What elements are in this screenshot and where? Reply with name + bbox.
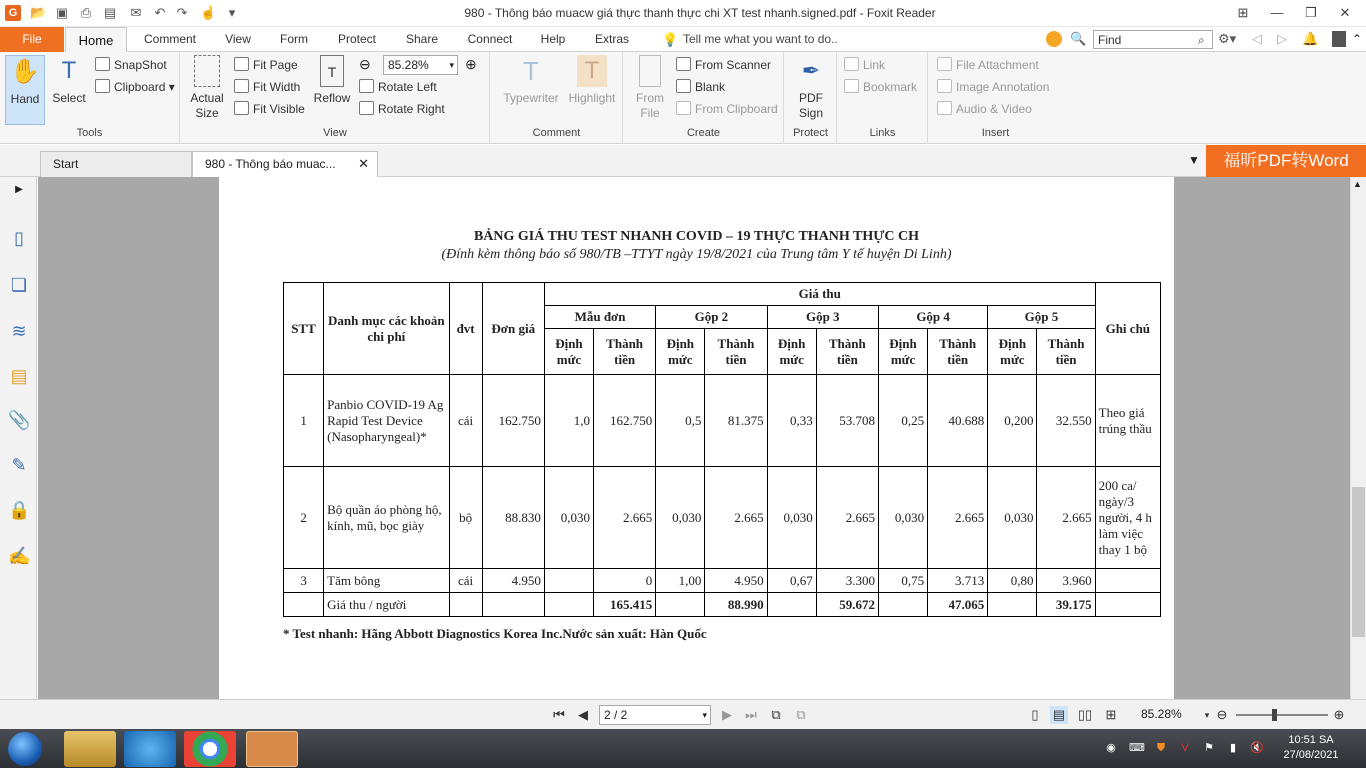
- table-row: [284, 375, 1161, 467]
- group-links: [838, 52, 928, 144]
- document-title: BẢNG GIÁ THU TEST NHANH COVID – 19 THỰC THANH THỰC CH: [473, 229, 920, 244]
- notification-bell-icon[interactable]: 🔔: [1302, 31, 1319, 46]
- page-thumbnails-icon[interactable]: ▯: [14, 228, 24, 248]
- typewriter-icon: T: [523, 56, 539, 86]
- find-input[interactable]: [1093, 30, 1213, 49]
- cell-value: 0,200: [988, 375, 1037, 467]
- cell-value: 0,030: [878, 467, 927, 569]
- certificate-icon[interactable]: ✍: [8, 546, 31, 566]
- cell-name: Panbio COVID-19 Ag Rapid Test Device (Nasopharyngeal)*: [324, 375, 449, 467]
- actual-size-icon: [194, 55, 220, 87]
- fit-page-icon: [234, 57, 249, 71]
- image-annotation-button[interactable]: [937, 77, 1049, 97]
- cell-value: 2.665: [816, 467, 878, 569]
- clipboard-icon: [95, 79, 110, 93]
- cell-total: 59.672: [816, 593, 878, 617]
- header-group: Gộp 2: [656, 306, 767, 329]
- signature-panel-icon[interactable]: ✎: [11, 455, 27, 475]
- rotate-right-label: Rotate Right: [378, 102, 445, 116]
- blank-label: Blank: [695, 80, 726, 94]
- cell-value: [544, 569, 593, 593]
- minimize-icon[interactable]: —: [1270, 5, 1284, 20]
- header-dinh-muc: Định mức: [878, 329, 927, 375]
- undo-icon[interactable]: ↶: [154, 5, 166, 20]
- cell-value: 4.950: [705, 569, 767, 593]
- fit-visible-button[interactable]: [234, 99, 305, 119]
- tab-comment[interactable]: Comment: [143, 32, 196, 46]
- header-danh-muc: Danh mục các khoản chi phí: [324, 283, 449, 375]
- cell-value: 40.688: [928, 375, 988, 467]
- header-thanh-tien: Thành tiền: [816, 329, 878, 375]
- tab-document[interactable]: [192, 151, 378, 177]
- actual-size-label-1: Actual: [190, 91, 224, 105]
- last-page-icon[interactable]: ⏭: [745, 707, 757, 722]
- reflow-button[interactable]: [311, 55, 353, 125]
- group-protect: [785, 52, 837, 144]
- highlight-icon: T: [577, 55, 607, 87]
- tab-start[interactable]: [40, 151, 192, 177]
- cell-empty: [767, 593, 816, 617]
- links-group-label: Links: [869, 127, 896, 139]
- status-bar: [0, 699, 1366, 729]
- attachments-icon[interactable]: 📎: [8, 410, 31, 430]
- hand-icon: ✋: [10, 58, 40, 85]
- zoom-slider-knob[interactable]: [1272, 709, 1277, 721]
- table-row: [284, 467, 1161, 569]
- status-zoom-value: 85.28%: [1141, 707, 1182, 721]
- rotate-right-icon: [359, 101, 374, 115]
- hand-button[interactable]: [5, 55, 45, 125]
- file-attachment-button[interactable]: [937, 55, 1039, 75]
- cell-value: 0,33: [767, 375, 816, 467]
- create-group-label: Create: [686, 127, 721, 139]
- find-placeholder: Find: [1098, 33, 1122, 47]
- comments-icon[interactable]: ▤: [10, 366, 28, 386]
- title-bar: [0, 0, 1366, 27]
- from-scanner-label: From Scanner: [695, 58, 772, 72]
- header-dvt: đvt: [449, 283, 482, 375]
- cell-name: Tăm bông: [324, 569, 449, 593]
- from-file-icon: [639, 55, 661, 87]
- pages-icon[interactable]: ❏: [10, 275, 28, 295]
- attachment-icon: [937, 57, 952, 71]
- tab-start-label: Start: [53, 157, 79, 171]
- view-group-label: View: [323, 127, 347, 139]
- audio-video-button[interactable]: [937, 99, 1032, 119]
- cell-stt: 1: [284, 375, 324, 467]
- save-icon[interactable]: ▣: [55, 5, 69, 20]
- cell-value: 32.550: [1037, 375, 1095, 467]
- from-clipboard-label: From Clipboard: [695, 102, 778, 116]
- protect-group-label: Protect: [793, 127, 828, 139]
- table-footnote: * Test nhanh: Hãng Abbott Diagnostics Korea Inc.Nước sản xuất: Hàn Quốc: [283, 626, 707, 641]
- redo-icon[interactable]: ↷: [176, 5, 188, 20]
- tell-me-search[interactable]: Tell me what you want to do..: [683, 32, 838, 46]
- cell-value: 0,25: [878, 375, 927, 467]
- cell-empty: [656, 593, 705, 617]
- comment-group-label: Comment: [532, 127, 581, 139]
- fit-visible-icon: [234, 101, 249, 115]
- cell-empty: [482, 593, 544, 617]
- cell-total: 165.415: [594, 593, 656, 617]
- clock-date: 27/08/2021: [1283, 749, 1339, 761]
- search-folder-icon[interactable]: 🔍: [1070, 31, 1087, 46]
- expand-panel-icon[interactable]: ▶: [15, 184, 23, 195]
- next-view-icon[interactable]: ⧉: [796, 707, 806, 722]
- clipboard-label: Clipboard: [114, 80, 166, 94]
- header-dinh-muc: Định mức: [544, 329, 593, 375]
- pdf-sign-label-2: Sign: [798, 106, 824, 120]
- document-tab-strip: [0, 145, 1366, 177]
- layers-icon[interactable]: ≋: [11, 321, 27, 341]
- prev-result-icon[interactable]: ◁: [1252, 31, 1262, 46]
- v-tray-icon[interactable]: V: [1181, 742, 1189, 754]
- tab-connect[interactable]: Connect: [467, 32, 513, 46]
- header-group: Gộp 4: [878, 306, 987, 329]
- hand-label: Hand: [10, 92, 40, 106]
- highlight-button[interactable]: [565, 55, 619, 125]
- cell-value: 0,030: [544, 467, 593, 569]
- bookmark-label: Bookmark: [863, 80, 918, 94]
- file-explorer-icon[interactable]: [64, 731, 116, 767]
- cell-value: 3.713: [928, 569, 988, 593]
- fit-width-button[interactable]: [234, 77, 300, 97]
- header-group: Gộp 3: [767, 306, 878, 329]
- search-icon[interactable]: ⌕: [1198, 33, 1205, 47]
- close-icon[interactable]: ✕: [1339, 5, 1351, 20]
- image-annotation-label: Image Annotation: [956, 80, 1050, 94]
- cell-value: 162.750: [594, 375, 656, 467]
- user-account-icon[interactable]: [1332, 31, 1346, 47]
- cell-note: 200 ca/ ngày/3 người, 4 h làm việc thay 1 bộ: [1095, 467, 1160, 569]
- menu-bar: [0, 27, 1366, 52]
- foxit-reader-taskbar-icon[interactable]: [246, 731, 298, 767]
- header-thanh-tien: Thành tiền: [928, 329, 988, 375]
- header-thanh-tien: Thành tiền: [705, 329, 767, 375]
- rotate-left-button[interactable]: [359, 77, 437, 97]
- pdf-sign-button[interactable]: [790, 55, 832, 125]
- cell-total: 39.175: [1037, 593, 1095, 617]
- network-tray-icon[interactable]: ◉: [1106, 742, 1116, 754]
- link-icon: [844, 57, 859, 71]
- clipboard-button[interactable]: Clipboard ▾: [95, 77, 175, 97]
- continuous-page-icon[interactable]: ▤: [1050, 706, 1068, 724]
- from-scanner-button[interactable]: [676, 55, 771, 75]
- cell-value: 0: [594, 569, 656, 593]
- group-create: [624, 52, 784, 144]
- scroll-up-icon[interactable]: ▲: [1353, 179, 1362, 189]
- from-file-button[interactable]: [629, 55, 671, 125]
- zoom-out-icon[interactable]: ⊖: [359, 56, 371, 72]
- group-tools: [0, 52, 180, 144]
- price-table: [283, 282, 1161, 617]
- from-file-label-1: From: [636, 91, 664, 105]
- cell-value: 0,75: [878, 569, 927, 593]
- tab-form[interactable]: Form: [280, 32, 308, 46]
- tab-document-label: 980 - Thông báo muac...: [205, 157, 336, 171]
- cell-empty: [449, 593, 482, 617]
- previous-view-icon[interactable]: ⧉: [771, 707, 781, 722]
- print-icon[interactable]: ⎙: [80, 5, 92, 20]
- bookmark-icon: [844, 79, 859, 93]
- tab-extras[interactable]: Extras: [594, 32, 629, 46]
- restore-icon[interactable]: ❐: [1305, 5, 1317, 20]
- zoom-slider[interactable]: [1236, 714, 1328, 716]
- cell-note: Theo giá trúng thầu: [1095, 375, 1160, 467]
- volume-muted-icon[interactable]: 🔇: [1250, 742, 1264, 754]
- cell-value: 0,67: [767, 569, 816, 593]
- cell-unit: cái: [449, 569, 482, 593]
- header-thanh-tien: Thành tiền: [1037, 329, 1095, 375]
- link-label: Link: [863, 58, 886, 72]
- header-don-gia: Đơn giá: [482, 283, 544, 375]
- file-menu[interactable]: File: [0, 27, 64, 52]
- insert-group-label: Insert: [981, 127, 1010, 139]
- actual-size-button[interactable]: [187, 55, 227, 125]
- header-group: Gộp 5: [988, 306, 1095, 329]
- cell-value: 3.960: [1037, 569, 1095, 593]
- cell-total: 47.065: [928, 593, 988, 617]
- blank-page-icon: [676, 79, 691, 93]
- group-insert: [929, 52, 1062, 144]
- layout-icon[interactable]: ⊞: [1237, 5, 1249, 20]
- keyboard-tray-icon[interactable]: ⌨: [1129, 742, 1145, 754]
- cell-unit: bộ: [449, 467, 482, 569]
- select-text-icon: T: [61, 57, 77, 84]
- fit-visible-label: Fit Visible: [253, 102, 305, 116]
- cell-empty: [284, 593, 324, 617]
- properties-icon[interactable]: ▤: [103, 5, 117, 20]
- group-view: [181, 52, 490, 144]
- from-file-label-2: File: [640, 106, 660, 120]
- total-row: [284, 593, 1161, 617]
- cell-value: 0,030: [988, 467, 1037, 569]
- network-status-icon[interactable]: ▮: [1229, 742, 1237, 754]
- customize-quick-access-icon[interactable]: ▾: [228, 5, 236, 20]
- open-icon[interactable]: 📂: [30, 5, 47, 20]
- cell-empty: [878, 593, 927, 617]
- header-dinh-muc: Định mức: [656, 329, 705, 375]
- tab-home[interactable]: Home: [65, 27, 127, 53]
- document-canvas: [38, 177, 1350, 699]
- previous-page-icon[interactable]: ◀: [578, 707, 588, 722]
- next-page-icon[interactable]: ▶: [722, 707, 732, 722]
- cell-price: 4.950: [482, 569, 544, 593]
- internet-explorer-icon[interactable]: [124, 731, 176, 767]
- fit-width-label: Fit Width: [253, 80, 301, 94]
- first-page-icon[interactable]: ⏮: [553, 707, 565, 722]
- rotate-right-button[interactable]: [359, 99, 445, 119]
- fit-page-label: Fit Page: [253, 58, 298, 72]
- tab-share[interactable]: Share: [405, 32, 439, 46]
- cell-empty: [1095, 593, 1160, 617]
- audio-video-label: Audio & Video: [956, 102, 1032, 116]
- typewriter-button[interactable]: [499, 55, 563, 125]
- windows-taskbar: [0, 729, 1366, 768]
- rotate-left-icon: [359, 79, 374, 93]
- clock-time: 10:51 SA: [1288, 734, 1334, 746]
- rotate-left-label: Rotate Left: [378, 80, 437, 94]
- cell-value: 53.708: [816, 375, 878, 467]
- header-dinh-muc: Định mức: [767, 329, 816, 375]
- pdf-page: [219, 177, 1174, 699]
- scanner-icon: [676, 57, 691, 71]
- cell-stt: 3: [284, 569, 324, 593]
- cell-value: 0,80: [988, 569, 1037, 593]
- table-row: [284, 569, 1161, 593]
- media-icon: [937, 101, 952, 115]
- tab-protect[interactable]: Protect: [337, 32, 376, 46]
- image-icon: [937, 79, 952, 93]
- zoom-value: 85.28%: [388, 58, 429, 72]
- start-button[interactable]: [8, 732, 42, 766]
- foxit-logo-icon[interactable]: G: [5, 5, 21, 21]
- header-stt: STT: [284, 283, 324, 375]
- fit-page-button[interactable]: [234, 55, 298, 75]
- lightbulb-icon: 💡: [662, 32, 679, 47]
- status-zoom-out-icon[interactable]: ⊖: [1216, 707, 1228, 722]
- cell-price: 88.830: [482, 467, 544, 569]
- snapshot-button[interactable]: [95, 55, 167, 75]
- cell-total: 88.990: [705, 593, 767, 617]
- ribbon: [0, 52, 1366, 144]
- chrome-icon[interactable]: [184, 731, 236, 767]
- cell-value: 2.665: [705, 467, 767, 569]
- header-dinh-muc: Định mức: [988, 329, 1037, 375]
- reflow-icon: T: [320, 55, 344, 87]
- bookmark-button[interactable]: [844, 77, 917, 97]
- tab-list-dropdown-icon[interactable]: ▼: [1188, 153, 1200, 167]
- security-lock-icon[interactable]: 🔒: [8, 500, 31, 520]
- next-result-icon[interactable]: ▷: [1277, 31, 1287, 46]
- fit-width-icon: [234, 79, 249, 93]
- camera-icon: [95, 57, 110, 71]
- cell-stt: 2: [284, 467, 324, 569]
- link-button[interactable]: [844, 55, 885, 75]
- tab-help[interactable]: Help: [540, 32, 566, 46]
- header-group: Mẫu đơn: [544, 306, 655, 329]
- highlight-label: Highlight: [568, 91, 616, 105]
- actual-size-label-2: Size: [195, 106, 219, 120]
- cell-empty: [544, 593, 593, 617]
- page-number-value: 2 / 2: [604, 708, 628, 722]
- cell-value: 81.375: [705, 375, 767, 467]
- facing-page-icon[interactable]: ▯▯: [1077, 707, 1093, 722]
- document-subtitle: (Đính kèm thông báo số 980/TB –TTYT ngày 19/8/2021 của Trung tâm Y tế huyện Di Linh): [441, 247, 952, 262]
- vertical-scrollbar[interactable]: [1350, 177, 1366, 699]
- group-comment: [491, 52, 623, 144]
- window-title: 980 - Thông báo muacw giá thực thanh thực chi XT test nhanh.signed.pdf - Foxit Reader: [464, 6, 936, 20]
- cell-value: 0,5: [656, 375, 705, 467]
- page-number-input[interactable]: 2 / 2 ▾: [599, 705, 711, 725]
- cell-total-label: Giá thu / người: [324, 593, 449, 617]
- header-gia-thu: Giá thu: [544, 283, 1095, 306]
- select-label: Select: [52, 91, 86, 105]
- header-ghi-chu: Ghi chú: [1095, 283, 1160, 375]
- email-icon[interactable]: ✉: [130, 5, 142, 20]
- pen-sign-icon: ✒: [801, 58, 821, 83]
- cell-empty: [988, 593, 1037, 617]
- pdf-to-word-button[interactable]: 福昕PDF转Word: [1206, 145, 1366, 177]
- collapse-ribbon-icon[interactable]: ⌃: [1352, 32, 1363, 46]
- cell-value: 1,0: [544, 375, 593, 467]
- snapshot-label: SnapShot: [114, 58, 167, 72]
- cell-value: 2.665: [928, 467, 988, 569]
- cell-name: Bộ quần áo phòng hộ, kính, mũ, bọc giày: [324, 467, 449, 569]
- reflow-label: Reflow: [313, 91, 351, 105]
- close-tab-icon[interactable]: ✕: [358, 156, 369, 171]
- cell-value: 2.665: [1037, 467, 1095, 569]
- continuous-facing-icon[interactable]: ⊞: [1105, 707, 1117, 722]
- flag-tray-icon[interactable]: ⚑: [1204, 742, 1214, 754]
- scrollbar-thumb[interactable]: [1352, 487, 1365, 637]
- from-clipboard-button[interactable]: [676, 99, 778, 119]
- shield-tray-icon[interactable]: ⛊: [1156, 742, 1166, 754]
- typewriter-label: Typewriter: [503, 91, 559, 105]
- blank-button[interactable]: [676, 77, 725, 97]
- cell-value: 2.665: [594, 467, 656, 569]
- zoom-in-icon[interactable]: ⊕: [465, 56, 477, 72]
- tools-group-label: Tools: [76, 127, 103, 139]
- cell-unit: cái: [449, 375, 482, 467]
- smile-icon[interactable]: [1046, 31, 1062, 47]
- cell-value: 0,030: [767, 467, 816, 569]
- from-clipboard-icon: [676, 101, 691, 115]
- cell-value: 1,00: [656, 569, 705, 593]
- cell-value: 3.300: [816, 569, 878, 593]
- status-zoom-in-icon[interactable]: ⊕: [1333, 707, 1345, 722]
- zoom-select[interactable]: 85.28% ▾: [383, 55, 458, 75]
- header-thanh-tien: Thành tiền: [594, 329, 656, 375]
- single-page-icon[interactable]: ▯: [1031, 707, 1039, 722]
- cell-value: 0,030: [656, 467, 705, 569]
- pdf-sign-label-1: PDF: [799, 91, 823, 105]
- zoom-dropdown-icon[interactable]: ▾: [1204, 710, 1210, 720]
- hand-tool-icon[interactable]: ☝: [200, 5, 217, 20]
- navigation-panel: [0, 177, 37, 699]
- tab-view[interactable]: View: [225, 32, 251, 46]
- select-button[interactable]: [48, 55, 90, 125]
- file-attachment-label: File Attachment: [956, 58, 1039, 72]
- cell-note: [1095, 569, 1160, 593]
- system-clock[interactable]: [1276, 733, 1346, 763]
- cell-price: 162.750: [482, 375, 544, 467]
- settings-gear-icon[interactable]: ⚙▾: [1218, 31, 1237, 46]
